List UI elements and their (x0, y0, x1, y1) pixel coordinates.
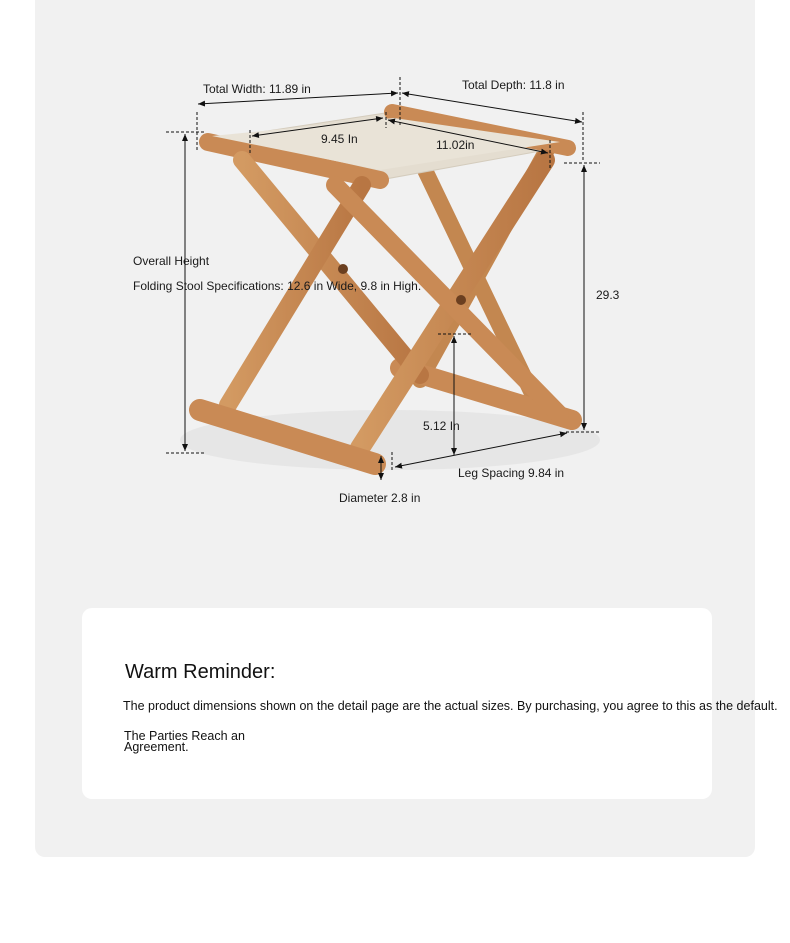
warm-reminder-line1: The product dimensions shown on the detail page are the actual sizes. By purchasing, you agree to this as the default. (123, 699, 778, 713)
seat-width-label: 9.45 In (321, 132, 358, 146)
diameter-label: Diameter 2.8 in (339, 491, 421, 505)
height-value-label: 29.3 (596, 288, 620, 302)
leg-spacing-label: Leg Spacing 9.84 in (458, 466, 565, 480)
total-depth-label: Total Depth: 11.8 in (462, 78, 565, 92)
warm-reminder-line2: The Parties Reach an Agreement. (124, 729, 245, 754)
overall-height-title: Overall Height (133, 254, 210, 268)
warm-reminder-title: Warm Reminder: (125, 661, 276, 683)
total-width-label: Total Width: 11.89 in (203, 82, 311, 96)
overall-height-spec: Folding Stool Specifications: 12.6 in Wide, 9.8 in High. (133, 279, 422, 293)
seat-depth-label: 11.02in (436, 138, 475, 152)
foot-height-label: 5.12 In (423, 419, 460, 433)
